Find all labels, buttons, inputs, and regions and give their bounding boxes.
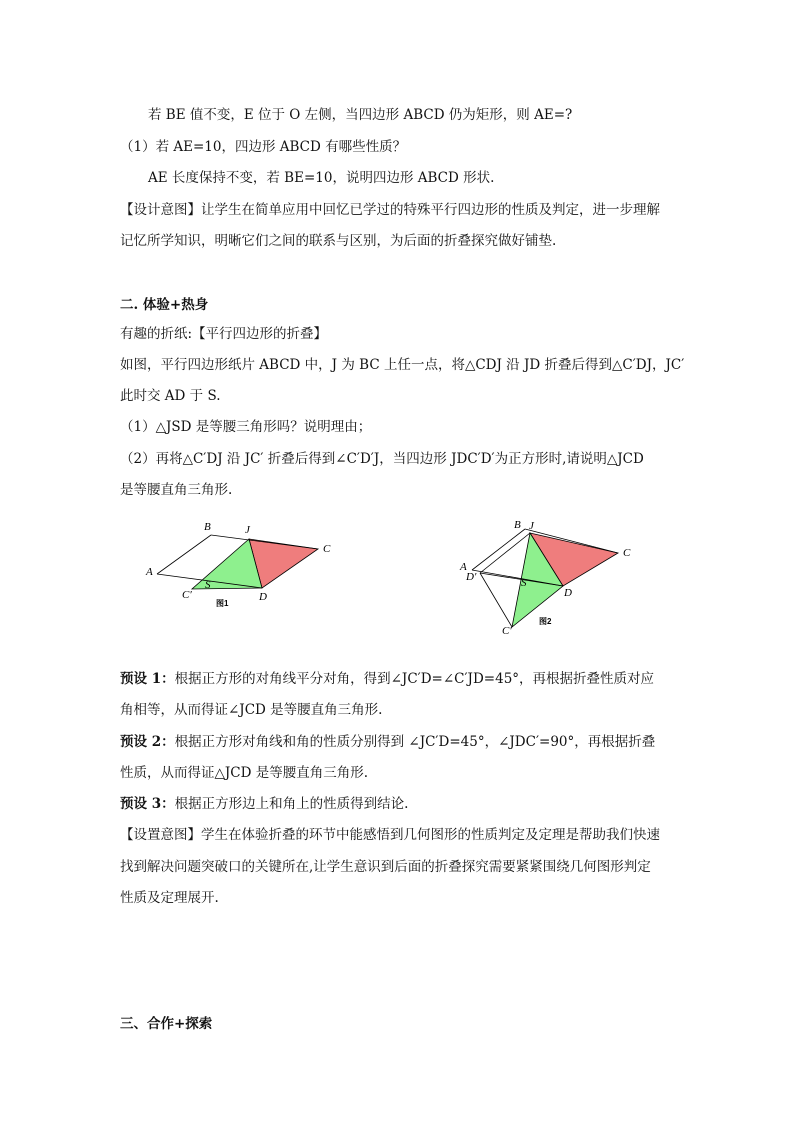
label-c-prime: C′: [502, 625, 512, 637]
label-c: C: [323, 543, 331, 555]
design-intent-line-2: 记忆所学知识，明晰它们之间的联系与区别，为后面的折叠探究做好铺垫.: [120, 233, 557, 249]
section-2-question-2a: （2）再将△C′DJ 沿 JC′ 折叠后得到∠C′D′J，当四边形 JDC′D′为正方形时,请说明△JCD: [120, 451, 644, 467]
preset-3-label: 预设 3：: [120, 796, 175, 812]
label-d-prime: D′: [466, 571, 477, 583]
figure-2-caption: 图2: [539, 617, 552, 626]
preset-1-line-1: [120, 667, 654, 687]
preset-2-label: 预设 2：: [120, 734, 175, 750]
preset-3-line-1: [120, 792, 408, 812]
segment-ab: [472, 529, 525, 570]
figure-1-caption: 图1: [216, 599, 229, 608]
label-b: B: [204, 521, 211, 533]
label-j: J: [245, 524, 250, 536]
section-2-paragraph-2: 此时交 AD 于 S.: [120, 388, 221, 404]
setting-intent-line-1: 【设置意图】学生在体验折叠的环节中能感悟到几何图形的性质判定及定理是帮助我们快速: [120, 827, 660, 843]
preset-1-text: 根据正方形的对角线平分对角，得到∠JC′D=∠C′JD=45°，再根据折叠性质对应: [174, 671, 655, 687]
label-a: A: [460, 561, 467, 573]
intro-line-3: AE 长度保持不变，若 BE=10，说明四边形 ABCD 形状.: [148, 170, 495, 186]
intro-question-1: （1）若 AE=10，四边形 ABCD 有哪些性质？: [120, 139, 407, 155]
preset-1-label: 预设 1：: [120, 671, 175, 687]
preset-2-line-2: 性质，从而得证△JCD 是等腰直角三角形.: [120, 765, 369, 781]
segment-ab: [157, 535, 211, 574]
design-intent-line-1: 【设计意图】让学生在简单应用中回忆已学过的特殊平行四边形的性质及判定，进一步理解: [120, 202, 660, 218]
preset-2-line-1: [120, 730, 655, 750]
label-s: S: [205, 579, 211, 591]
segment-d1j: [480, 533, 530, 573]
label-s: S: [521, 577, 527, 589]
segment-d1c1: [480, 573, 512, 627]
setting-intent-line-3: 性质及定理展开.: [120, 890, 219, 906]
figure-1: [140, 515, 350, 615]
figure-2: [450, 515, 650, 640]
setting-intent-line-2: 找到解决问题突破口的关键所在,让学生意识到后面的折叠探究需要紧紧围绕几何图形判定: [120, 859, 651, 875]
section-3-heading: 三、合作+探索: [120, 1016, 213, 1032]
label-c-prime: C′: [182, 589, 192, 601]
label-d: D: [259, 591, 267, 603]
preset-1-line-2: 角相等，从而得证∠JCD 是等腰直角三角形.: [120, 702, 383, 718]
section-2-question-2b: 是等腰直角三角形.: [120, 482, 233, 498]
label-b: B: [514, 519, 521, 531]
label-c: C: [623, 547, 631, 559]
label-d: D: [564, 587, 572, 599]
section-2-subtitle: 有趣的折纸:【平行四边形的折叠】: [120, 326, 328, 342]
preset-3-text: 根据正方形边上和角上的性质得到结论.: [174, 796, 409, 812]
section-2-heading: 二. 体验+热身: [120, 297, 209, 313]
label-a: A: [146, 566, 153, 578]
section-2-question-1: （1）△JSD 是等腰三角形吗？说明理由；: [120, 419, 372, 435]
section-2-paragraph-1: 如图，平行四边形纸片 ABCD 中，J 为 BC 上任一点，将△CDJ 沿 JD 折叠后得到△C′DJ，JC′: [120, 357, 685, 373]
label-j: J: [529, 520, 534, 532]
preset-2-text: 根据正方形对角线和角的性质分别得到 ∠JC′D=45°，∠JDC′=90°，再根据折叠: [174, 734, 656, 750]
intro-line-1: 若 BE 值不变，E 位于 O 左侧，当四边形 ABCD 仍为矩形，则 AE=?: [148, 107, 573, 123]
